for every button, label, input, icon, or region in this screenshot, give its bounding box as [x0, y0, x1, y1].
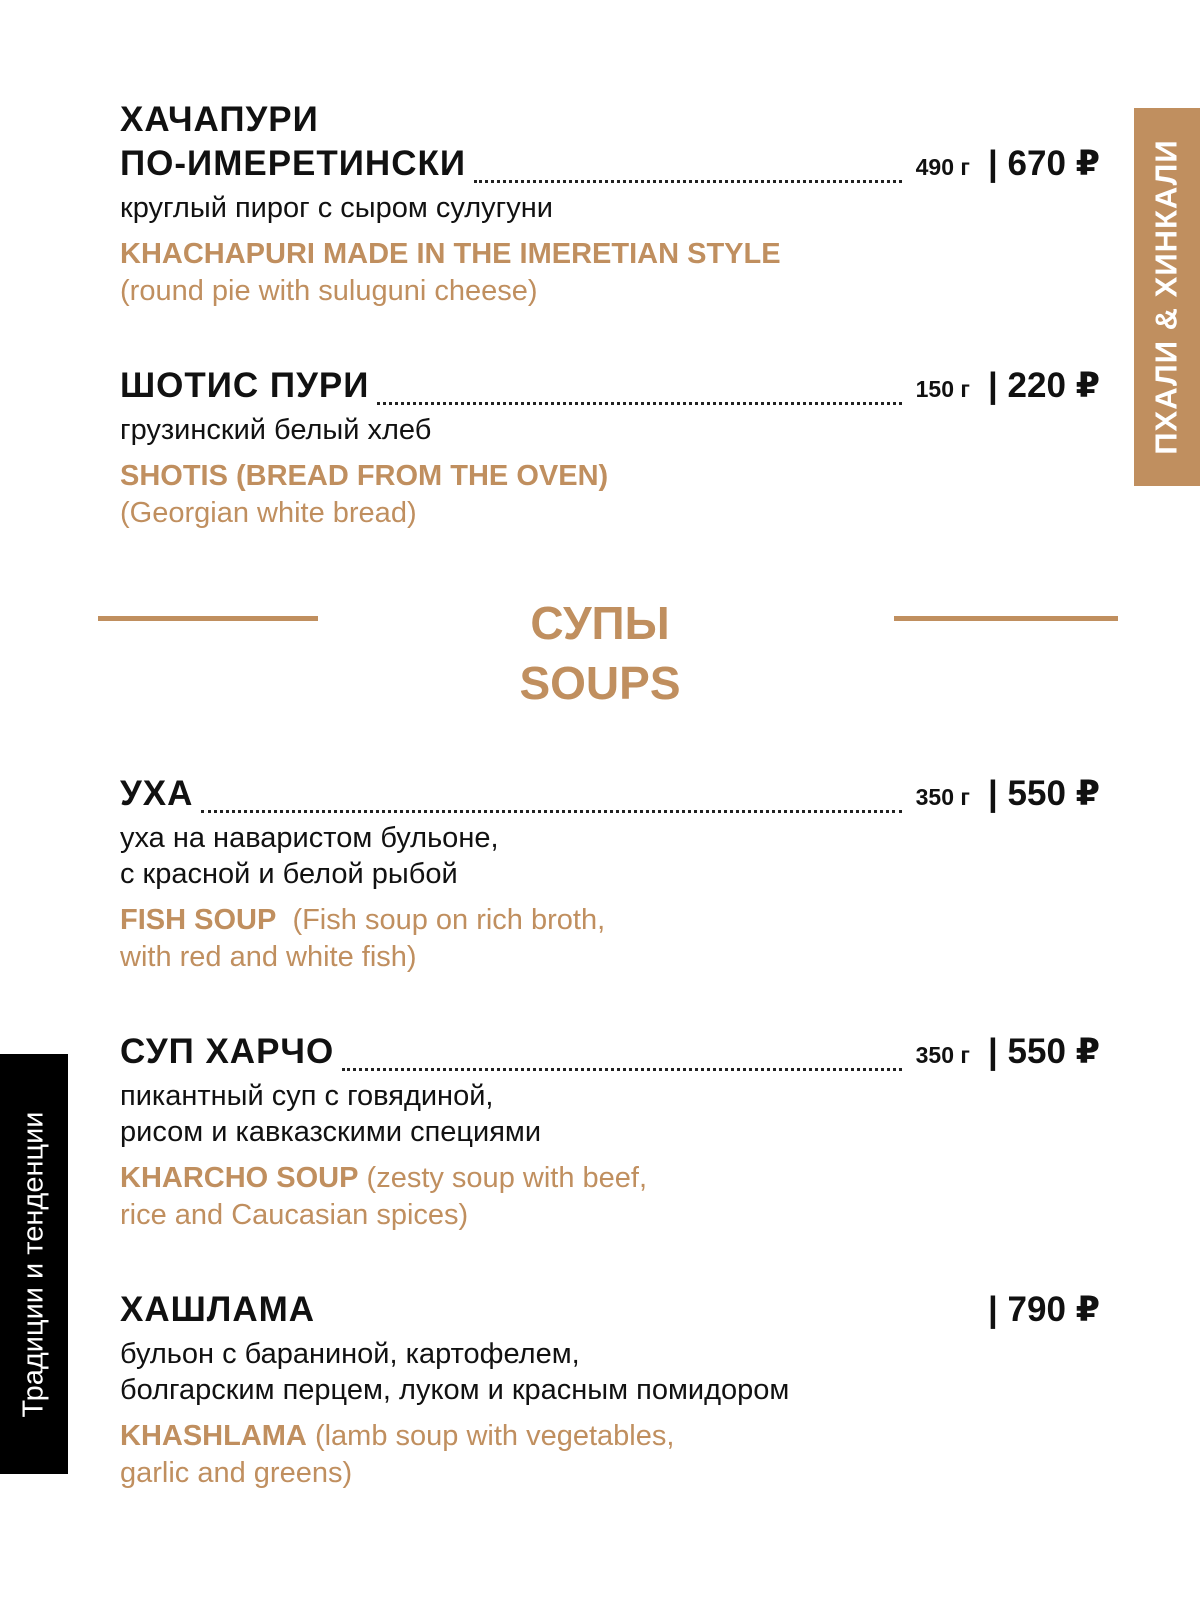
- description-en: [120, 902, 1100, 976]
- description-ru: [120, 820, 1100, 892]
- description-ru-line: рисом и кавказскими специями: [120, 1116, 542, 1148]
- dish-price: | 670 ₽: [988, 144, 1100, 183]
- dish-name-en: KHASHLAMA: [120, 1420, 307, 1452]
- description-en-line: [120, 1418, 1100, 1455]
- description-en: [120, 1160, 1100, 1234]
- menu-item-khachapuri: [120, 98, 1100, 310]
- dish-title-row: [120, 1030, 1100, 1074]
- description-ru-line: уха на наваристом бульоне,: [120, 822, 499, 854]
- dish-price: | 220 ₽: [988, 366, 1100, 405]
- brand-side-tab-label: Традиции и тенденции: [17, 1111, 50, 1417]
- dish-weight: 490 г: [915, 154, 970, 180]
- description-en-line: (Georgian white bread): [120, 497, 417, 529]
- description-en-line: with red and white fish): [120, 941, 417, 973]
- dish-name-en-text: SHOTIS (BREAD FROM THE OVEN): [120, 460, 609, 492]
- menu-item-kharcho: [120, 1030, 1100, 1234]
- dish-name: ШОТИС ПУРИ: [120, 366, 370, 405]
- dot-leader: [342, 1046, 901, 1071]
- description-en-text: (lamb soup with vegetables,: [314, 1420, 675, 1452]
- dish-name-line1: ХАЧАПУРИ: [120, 100, 319, 139]
- dish-name-en-text: KHACHAPURI MADE IN THE IMERETIAN STYLE: [120, 238, 781, 270]
- dish-weight: 150 г: [915, 376, 970, 402]
- dish-name-en: [120, 236, 1100, 273]
- brand-side-tab: [0, 1054, 68, 1474]
- dish-price: | 550 ₽: [988, 1032, 1100, 1071]
- description-en-line: rice and Caucasian spices): [120, 1199, 469, 1231]
- description-ru: [120, 190, 1100, 226]
- description-en: [120, 458, 1100, 532]
- description-en-line: [120, 1160, 1100, 1197]
- description-en-line: [120, 902, 1100, 939]
- dish-price: | 550 ₽: [988, 774, 1100, 813]
- menu-item-khashlama: [120, 1288, 1100, 1492]
- description-en-line: (round pie with suluguni cheese): [120, 275, 538, 307]
- description-en-line: garlic and greens): [120, 1457, 353, 1489]
- dish-title-row: [120, 1288, 1100, 1332]
- dish-name: СУП ХАРЧО: [120, 1032, 335, 1071]
- description-en: [120, 236, 1100, 310]
- dish-title-row: [120, 772, 1100, 816]
- menu-item-ukha: [120, 772, 1100, 976]
- dish-name-en: KHARCHO SOUP: [120, 1162, 359, 1194]
- description-ru-line: болгарским перцем, луком и красным помидором: [120, 1374, 790, 1406]
- section-title-en: SOUPS: [519, 657, 681, 709]
- dish-title-row: [120, 364, 1100, 408]
- description-ru-line: бульон с бараниной, картофелем,: [120, 1338, 580, 1370]
- category-side-tab: [1134, 108, 1200, 486]
- description-ru-line: грузинский белый хлеб: [120, 414, 432, 446]
- dish-price: | 790 ₽: [988, 1290, 1100, 1329]
- dish-name-en: FISH SOUP: [120, 904, 277, 936]
- description-ru-line: круглый пирог с сыром сулугуни: [120, 192, 553, 224]
- description-en-text: (Fish soup on rich broth,: [292, 904, 606, 936]
- description-en-text: (zesty soup with beef,: [366, 1162, 648, 1194]
- dish-title-row: [120, 142, 1100, 186]
- category-side-tab-label: ПХАЛИ & ХИНКАЛИ: [1149, 139, 1184, 455]
- description-en: [120, 1418, 1100, 1492]
- dish-name: ПО-ИМЕРЕТИНСКИ: [120, 144, 466, 183]
- dish-weight: 350 г: [915, 1042, 970, 1068]
- dish-weight: 350 г: [915, 784, 970, 810]
- description-ru-line: пикантный суп с говядиной,: [120, 1080, 494, 1112]
- dot-leader: [474, 158, 902, 183]
- dish-name: УХА: [120, 774, 194, 813]
- dish-name-en: [120, 458, 1100, 495]
- section-heading-soups: [0, 598, 1200, 710]
- section-title-ru: СУПЫ: [530, 597, 670, 649]
- description-ru-line: с красной и белой рыбой: [120, 858, 458, 890]
- dot-leader: [201, 788, 901, 813]
- menu-item-shotis-puri: [120, 364, 1100, 532]
- dot-leader: [377, 380, 901, 405]
- description-ru: [120, 1336, 1100, 1408]
- description-ru: [120, 1078, 1100, 1150]
- description-ru: [120, 412, 1100, 448]
- dish-name: ХАШЛАМА: [120, 1290, 316, 1329]
